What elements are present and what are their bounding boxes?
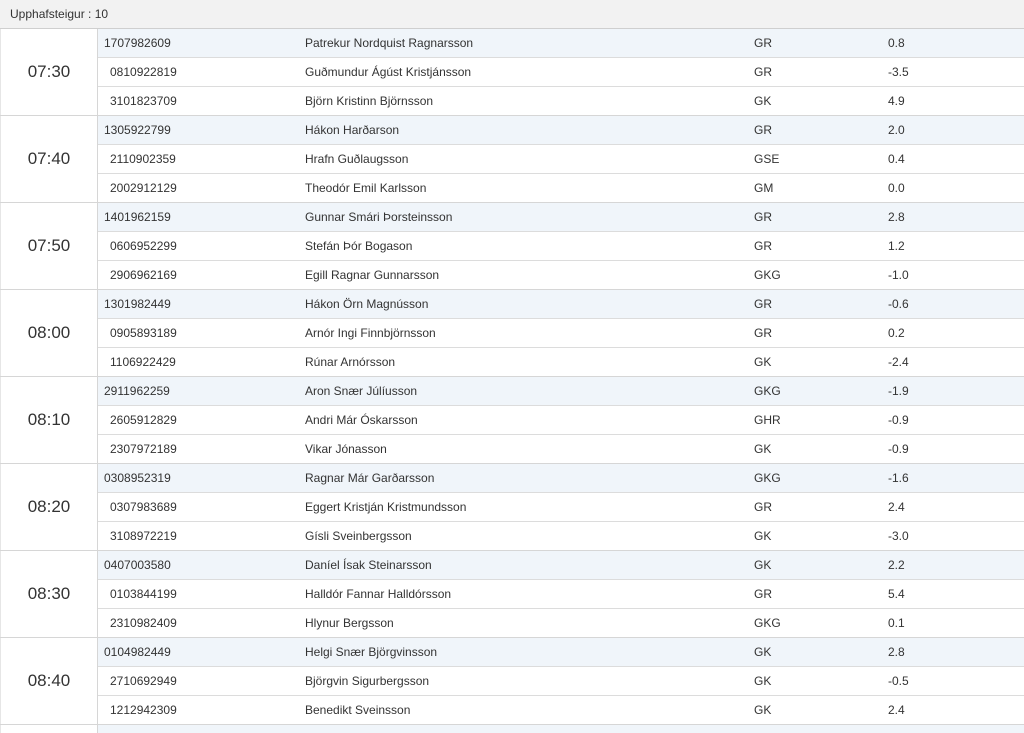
player-id: 1106922429 bbox=[110, 355, 176, 369]
player-id: 2002912129 bbox=[110, 181, 177, 195]
player-club: GK bbox=[754, 645, 772, 659]
player-row[interactable] bbox=[98, 29, 1024, 58]
tee-time-group bbox=[0, 464, 1024, 551]
player-club: GK bbox=[754, 94, 772, 108]
tee-time: 08:20 bbox=[0, 464, 98, 550]
starting-tee-label: Upphafsteigur : 10 bbox=[10, 7, 109, 21]
player-row[interactable] bbox=[98, 290, 1024, 319]
player-row[interactable] bbox=[98, 580, 1024, 609]
player-name: Theodór Emil Karlsson bbox=[305, 181, 427, 195]
player-name: Vikar Jónasson bbox=[305, 442, 387, 456]
player-rows bbox=[98, 551, 1024, 637]
player-rows bbox=[98, 638, 1024, 724]
player-club: GK bbox=[754, 355, 772, 369]
player-handicap: 0.4 bbox=[888, 152, 905, 166]
player-handicap: -1.9 bbox=[888, 384, 909, 398]
player-name: Arnór Ingi Finnbjörnsson bbox=[305, 326, 436, 340]
player-row[interactable] bbox=[98, 406, 1024, 435]
player-row[interactable] bbox=[98, 551, 1024, 580]
player-name: Aron Snær Júlíusson bbox=[305, 384, 418, 398]
player-name: Hrafn Guðlaugsson bbox=[305, 152, 409, 166]
tee-time-group bbox=[0, 290, 1024, 377]
tee-time: 08:40 bbox=[0, 638, 98, 724]
player-club: GR bbox=[754, 210, 772, 224]
tee-time-group bbox=[0, 551, 1024, 638]
player-club: GM bbox=[754, 181, 774, 195]
partial-time-cell bbox=[0, 725, 98, 733]
player-club: GHR bbox=[754, 413, 781, 427]
player-club: GR bbox=[754, 326, 772, 340]
player-club: GR bbox=[754, 36, 772, 50]
player-handicap: 1.2 bbox=[888, 239, 905, 253]
player-id: 0104982449 bbox=[104, 645, 171, 659]
player-row[interactable] bbox=[98, 609, 1024, 637]
tee-time: 08:30 bbox=[0, 551, 98, 637]
tee-time: 07:50 bbox=[0, 203, 98, 289]
player-row[interactable] bbox=[98, 522, 1024, 550]
player-club: GKG bbox=[754, 471, 781, 485]
tee-time-group bbox=[0, 377, 1024, 464]
player-id: 0905893189 bbox=[110, 326, 177, 340]
player-row[interactable] bbox=[98, 232, 1024, 261]
player-handicap: -3.0 bbox=[888, 529, 909, 543]
player-club: GR bbox=[754, 587, 772, 601]
player-handicap: -0.9 bbox=[888, 413, 909, 427]
player-id: 1212942309 bbox=[110, 703, 177, 717]
player-row[interactable] bbox=[98, 638, 1024, 667]
player-handicap: 5.4 bbox=[888, 587, 905, 601]
player-id: 2906962169 bbox=[110, 268, 177, 282]
player-name: Helgi Snær Björgvinsson bbox=[305, 645, 438, 659]
player-handicap: -2.4 bbox=[888, 355, 909, 369]
player-id: 3108972219 bbox=[110, 529, 177, 543]
player-row[interactable] bbox=[98, 319, 1024, 348]
player-handicap: 2.4 bbox=[888, 500, 905, 514]
player-handicap: -1.0 bbox=[888, 268, 909, 282]
player-club: GK bbox=[754, 558, 772, 572]
player-id: 0103844199 bbox=[110, 587, 177, 601]
player-name: Guðmundur Ágúst Kristjánsson bbox=[305, 65, 472, 79]
player-handicap: 0.2 bbox=[888, 326, 905, 340]
player-name: Rúnar Arnórsson bbox=[305, 355, 396, 369]
player-handicap: 2.8 bbox=[888, 210, 905, 224]
player-id: 1401962159 bbox=[104, 210, 171, 224]
player-club: GR bbox=[754, 65, 772, 79]
player-handicap: 0.1 bbox=[888, 616, 905, 630]
starting-tee-header bbox=[0, 0, 1024, 29]
player-club: GKG bbox=[754, 384, 781, 398]
player-row[interactable] bbox=[98, 667, 1024, 696]
player-name: Björn Kristinn Björnsson bbox=[305, 94, 434, 108]
player-name: Hákon Örn Magnússon bbox=[305, 297, 429, 311]
tee-time: 07:30 bbox=[0, 29, 98, 115]
player-row[interactable] bbox=[98, 203, 1024, 232]
player-id: 0308952319 bbox=[104, 471, 171, 485]
player-handicap: 2.8 bbox=[888, 645, 905, 659]
player-row[interactable] bbox=[98, 696, 1024, 724]
player-club: GKG bbox=[754, 268, 781, 282]
next-group-partial bbox=[0, 725, 1024, 733]
tee-time: 08:10 bbox=[0, 377, 98, 463]
player-handicap: -1.6 bbox=[888, 471, 909, 485]
player-handicap: -0.5 bbox=[888, 674, 909, 688]
player-id: 1305922799 bbox=[104, 123, 171, 137]
player-id: 3101823709 bbox=[110, 94, 177, 108]
player-handicap: -3.5 bbox=[888, 65, 909, 79]
tee-time-group bbox=[0, 638, 1024, 725]
player-id: 2911962259 bbox=[104, 384, 170, 398]
player-club: GR bbox=[754, 500, 772, 514]
player-name: Benedikt Sveinsson bbox=[305, 703, 411, 717]
player-id: 0307983689 bbox=[110, 500, 177, 514]
tee-times-table bbox=[0, 29, 1024, 725]
player-name: Björgvin Sigurbergsson bbox=[305, 674, 430, 688]
player-club: GK bbox=[754, 442, 772, 456]
player-handicap: 0.8 bbox=[888, 36, 905, 50]
tee-time-group bbox=[0, 203, 1024, 290]
player-handicap: 2.0 bbox=[888, 123, 905, 137]
player-club: GK bbox=[754, 703, 772, 717]
player-club: GR bbox=[754, 297, 772, 311]
tee-time-group bbox=[0, 29, 1024, 116]
tee-time: 08:00 bbox=[0, 290, 98, 376]
player-id: 2710692949 bbox=[110, 674, 177, 688]
player-handicap: 2.4 bbox=[888, 703, 905, 717]
player-handicap: 0.0 bbox=[888, 181, 905, 195]
player-id: 0407003580 bbox=[104, 558, 171, 572]
player-name: Andri Már Óskarsson bbox=[305, 413, 418, 427]
player-handicap: 2.2 bbox=[888, 558, 905, 572]
player-row[interactable] bbox=[98, 58, 1024, 87]
player-row[interactable] bbox=[98, 464, 1024, 493]
player-name: Patrekur Nordquist Ragnarsson bbox=[305, 36, 474, 50]
player-id: 2605912829 bbox=[110, 413, 177, 427]
player-id: 2110902359 bbox=[110, 152, 176, 166]
player-id: 2310982409 bbox=[110, 616, 177, 630]
player-name: Halldór Fannar Halldórsson bbox=[305, 587, 452, 601]
player-name: Ragnar Már Garðarsson bbox=[305, 471, 435, 485]
player-row[interactable] bbox=[98, 435, 1024, 463]
player-club: GKG bbox=[754, 616, 781, 630]
tee-time: 07:40 bbox=[0, 116, 98, 202]
player-rows bbox=[98, 464, 1024, 550]
player-handicap: -0.9 bbox=[888, 442, 909, 456]
player-club: GK bbox=[754, 529, 772, 543]
player-row[interactable] bbox=[98, 493, 1024, 522]
player-name: Stefán Þór Bogason bbox=[305, 239, 413, 253]
player-row[interactable] bbox=[98, 87, 1024, 115]
partial-row bbox=[98, 725, 1024, 733]
player-club: GK bbox=[754, 674, 772, 688]
player-club: GR bbox=[754, 123, 772, 137]
player-row[interactable] bbox=[98, 261, 1024, 289]
player-id: 1301982449 bbox=[104, 297, 171, 311]
player-row[interactable] bbox=[98, 174, 1024, 202]
player-id: 0810922819 bbox=[110, 65, 177, 79]
player-rows bbox=[98, 29, 1024, 115]
player-row[interactable] bbox=[98, 348, 1024, 376]
player-rows bbox=[98, 377, 1024, 463]
player-club: GR bbox=[754, 239, 772, 253]
player-id: 0606952299 bbox=[110, 239, 177, 253]
tee-time-group bbox=[0, 116, 1024, 203]
player-rows bbox=[98, 116, 1024, 202]
player-row[interactable] bbox=[98, 116, 1024, 145]
player-club: GSE bbox=[754, 152, 780, 166]
player-handicap: -0.6 bbox=[888, 297, 909, 311]
player-id: 2307972189 bbox=[110, 442, 177, 456]
player-name: Daníel Ísak Steinarsson bbox=[305, 558, 432, 572]
player-name: Hlynur Bergsson bbox=[305, 616, 394, 630]
player-name: Gunnar Smári Þorsteinsson bbox=[305, 210, 453, 224]
player-name: Egill Ragnar Gunnarsson bbox=[305, 268, 440, 282]
player-name: Hákon Harðarson bbox=[305, 123, 400, 137]
player-name: Gísli Sveinbergsson bbox=[305, 529, 412, 543]
player-row[interactable] bbox=[98, 145, 1024, 174]
player-name: Eggert Kristján Kristmundsson bbox=[305, 500, 467, 514]
player-rows bbox=[98, 290, 1024, 376]
player-rows bbox=[98, 203, 1024, 289]
player-row[interactable] bbox=[98, 377, 1024, 406]
player-handicap: 4.9 bbox=[888, 94, 905, 108]
player-id: 1707982609 bbox=[104, 36, 171, 50]
